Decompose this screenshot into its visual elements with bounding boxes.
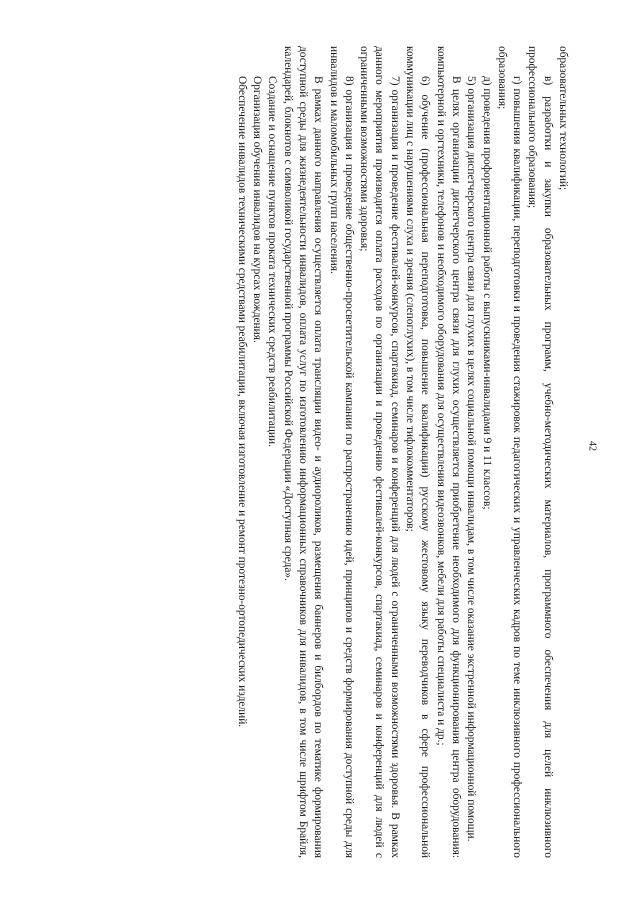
paragraph: В целях организации диспетчерского центра связи для глухих осуществляется приобретение необходимого для функционирования центра оборудования: компьютерной и оргтехники, телефонов и необходимого оборудования для осуществления видеозвонков, мебели для работы специалиста и др.; [434,46,462,858]
paragraph: г) повышения квалификации, переподготовки и проведения стажировок педагогических и управленческих кадров по теме инклюзивного профессионального образования; [495,46,524,858]
paragraph: Обеспечение инвалидов техническими средствами реабилитации, включая изготовление и ремонт протезно-ортопедических изделий. [235,76,248,728]
paragraph: В рамках данного направления осуществляется оплата трансляции видео- и аудиороликов, размещения баннеров и билбордов по тематике формирования доступной среды для жизнедеятельности инвалидов, оплата услуг по изготовлению информационных справочников для инвалидов, в том числе шрифтом Брайля, календарей, блокнотов с символикой государственной программы Российской Федерации «Доступная среда». [281,46,325,858]
paragraph: 6) обучение (профессиональная переподготовка, повышение квалификации) русскому жестовому языку переводчиков в сфере профессиональной коммуникации лиц с нарушениями слуха и зрения (слепоглухих), в том числе тифлокомментаторов; [404,46,432,858]
rotated-text-block [110,46,570,858]
document-body [110,46,570,858]
paragraph: 7) организация и проведение фестивалей-конкурсов, спартакиад, семинаров и конференций для людей с ограниченными возможностями здоровья. В рамках данного мероприятия производится оплата расходов по организации и проведению фестивалей-конкурсов, спартакиад, семинаров и конференций для людей с ограниченными возможностями здоровья; [358,46,401,858]
paragraph: 8) организация и проведение общественно-просветительской кампании по распространению идей, принципов и средств формирования доступной среды для инвалидов и маломобильных групп населения. [327,46,355,858]
paragraph: Создание и оснащение пунктов проката технических средств реабилитации. [266,76,279,447]
paragraph: в) разработки и закупки образовательных программ, учебно-методических материалов, программного обеспечения для целей инклюзивного профессионального образования; [526,46,554,858]
paragraph: Организация обучения инвалидов на курсах вождения. [251,76,264,343]
page-number: 42 [586,441,598,451]
paragraph: образовательных технологий; [557,46,569,191]
paragraph: 5) организация диспетчерского центра связи для глухих в целях социальной помощи инвалидам, в том числе оказание экстренной информационной помощи. [465,76,478,842]
paragraph: д) проведения профориентационной работы с выпускниками-инвалидами 9 и 11 классов; [480,76,493,510]
